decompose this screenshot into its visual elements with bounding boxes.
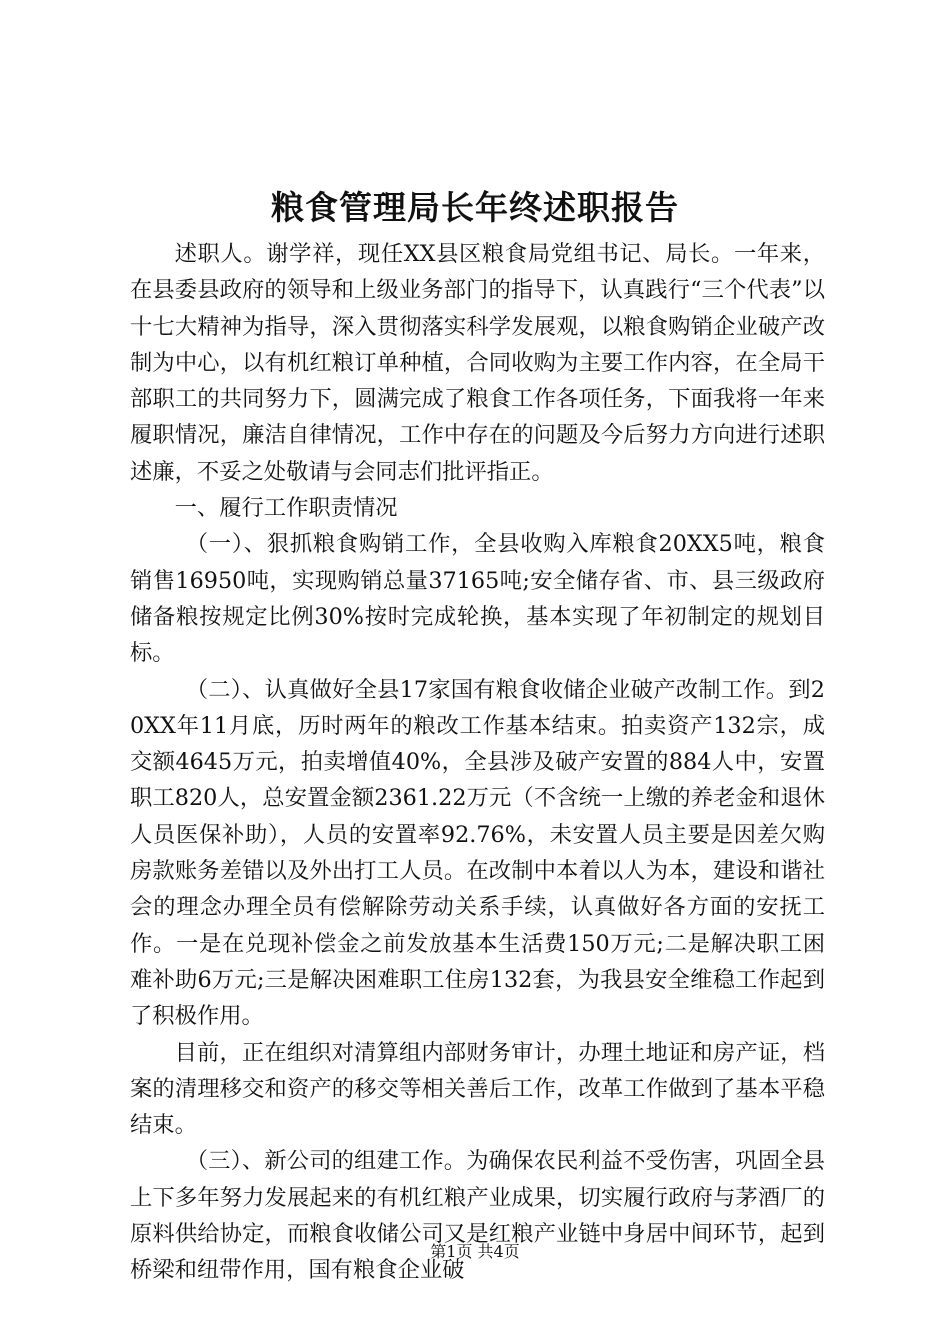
document-body xyxy=(130,236,825,1289)
section-heading-duties: 一、履行工作职责情况 xyxy=(174,495,398,522)
paragraph-intro: 述职人。谢学祥，现任XX县区粮食局党组书记、局长。一年来，在县委县政府的领导和上级业务部门的指导下，认真践行“三个代表”以十七大精神为指导，深入贯彻落实科学发展观，以粮食购销企业破产改制为中心，以有机红粮订单种植，合同收购为主要工作内容，在全局干部职工的共同努力下，圆满完成了粮食工作各项任务，下面我将一年来履职情况，廉洁自律情况，工作中存在的问题及今后努力方向进行述职述廉，不妥之处敬请与会同志们批评指正。 xyxy=(130,241,825,485)
paragraph-current-work: 目前，正在组织对清算组内部财务审计，办理土地证和房产证，档案的清理移交和资产的移交等相关善后工作，改革工作做到了基本平稳结束。 xyxy=(130,1039,825,1139)
page-number-footer: 第1页 共4页 xyxy=(430,1242,520,1261)
paragraph-restructuring: （二）、认真做好全县17家国有粮食收储企业破产改制工作。到20XX年11月底，历时两年的粮改工作基本结束。拍卖资产132宗，成交额4645万元，拍卖增值40%，全县涉及破产安置的884人中，安置职工820人，总安置金额2361.22万元（不含统一上缴的养老金和退休人员医保补助），人员的安置率92.76%，未安置人员主要是因差欠购房款账务差错以及外出打工人员。在改制中本着以人为本，建设和谐社会的理念办理全员有偿解除劳动关系手续，认真做好各方面的安抚工作。一是在兑现补偿金之前发放基本生活费150万元;二是解决职工困难补助6万元;三是解决困难职工住房132套，为我县安全维稳工作起到了积极作用。 xyxy=(130,676,825,1030)
paragraph-new-company: （三）、新公司的组建工作。为确保农民利益不受伤害，巩固全县上下多年努力发展起来的有机红粮产业成果，切实履行政府与茅酒厂的原料供给协定，而粮食收储公司又是红粮产业链中身居中间环节，起到桥梁和纽带作用，国有粮食企业破 xyxy=(130,1148,825,1284)
paragraph-purchase-sales: （一）、狠抓粮食购销工作，全县收购入库粮食20XX5吨，粮食销售16950吨，实现购销总量37165吨;安全储存省、市、县三级政府储备粮按规定比例30%按时完成轮换，基本实现了年初制定的规划目标。 xyxy=(130,531,825,667)
document-title: 粮食管理局长年终述职报告 xyxy=(271,188,679,227)
